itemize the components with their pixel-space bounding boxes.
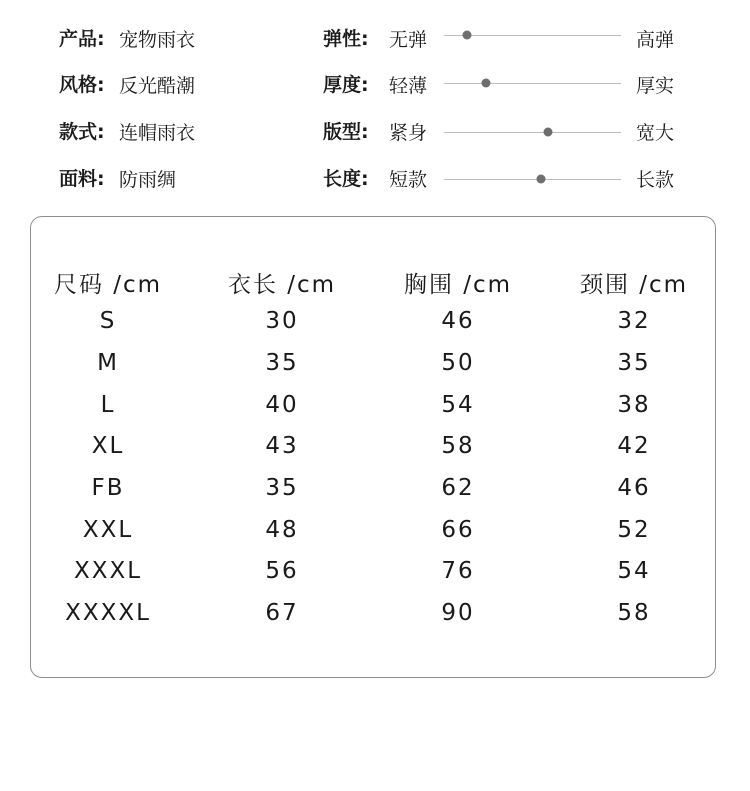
scale-indicator: [482, 79, 491, 88]
size-cell: L: [100, 392, 116, 418]
length-cell: 56: [265, 558, 299, 584]
size-cell: XXL: [82, 517, 134, 543]
scale-label: 厚度:: [323, 74, 369, 96]
header-length: 衣长 /cm: [227, 272, 337, 298]
chest-cell: 90: [441, 600, 475, 626]
neck-cell: 58: [617, 600, 651, 626]
scale-low-label: 紧身: [389, 122, 428, 144]
scale-track: [444, 179, 621, 180]
scale-indicator: [544, 128, 553, 137]
neck-cell: 35: [617, 350, 651, 376]
neck-cell: 46: [617, 475, 651, 501]
scale-high-label: 长款: [636, 169, 675, 191]
header-chest: 胸围 /cm: [403, 272, 513, 298]
scale-high-label: 厚实: [636, 75, 675, 97]
size-cell: FB: [91, 475, 125, 501]
scale-track: [444, 132, 621, 133]
scale-high-label: 宽大: [636, 122, 675, 144]
scale-low-label: 无弹: [389, 29, 428, 51]
scale-high-label: 高弹: [636, 29, 675, 51]
size-cell: XXXXL: [65, 600, 151, 626]
neck-cell: 54: [617, 558, 651, 584]
design-value: 连帽雨衣: [119, 122, 196, 144]
scale-low-label: 短款: [389, 169, 428, 191]
neck-cell: 38: [617, 392, 651, 418]
style-label: 风格:: [59, 74, 105, 96]
neck-cell: 32: [617, 308, 651, 334]
size-cell: XL: [91, 433, 125, 459]
chest-cell: 50: [441, 350, 475, 376]
length-cell: 67: [265, 600, 299, 626]
length-cell: 35: [265, 475, 299, 501]
style-value: 反光酷潮: [119, 75, 196, 97]
chest-cell: 66: [441, 517, 475, 543]
size-cell: M: [97, 350, 119, 376]
scale-low-label: 轻薄: [389, 75, 428, 97]
chest-cell: 76: [441, 558, 475, 584]
scale-indicator: [463, 31, 472, 40]
length-cell: 48: [265, 517, 299, 543]
chest-cell: 46: [441, 308, 475, 334]
product-label: 产品:: [59, 28, 105, 50]
scale-label: 长度:: [323, 168, 369, 190]
fabric-label: 面料:: [59, 168, 105, 190]
header-neck: 颈围 /cm: [579, 272, 689, 298]
chest-cell: 54: [441, 392, 475, 418]
neck-cell: 42: [617, 433, 651, 459]
chest-cell: 58: [441, 433, 475, 459]
chest-cell: 62: [441, 475, 475, 501]
length-cell: 40: [265, 392, 299, 418]
scale-label: 弹性:: [323, 28, 369, 50]
neck-cell: 52: [617, 517, 651, 543]
length-cell: 35: [265, 350, 299, 376]
length-cell: 30: [265, 308, 299, 334]
header-size: 尺码 /cm: [53, 272, 163, 298]
scale-indicator: [537, 175, 546, 184]
size-cell: S: [99, 308, 117, 334]
scale-label: 版型:: [323, 121, 369, 143]
design-label: 款式:: [59, 121, 105, 143]
size-cell: XXXL: [73, 558, 143, 584]
scale-track: [444, 83, 621, 84]
fabric-value: 防雨绸: [119, 169, 177, 191]
length-cell: 43: [265, 433, 299, 459]
product-value: 宠物雨衣: [119, 29, 196, 51]
